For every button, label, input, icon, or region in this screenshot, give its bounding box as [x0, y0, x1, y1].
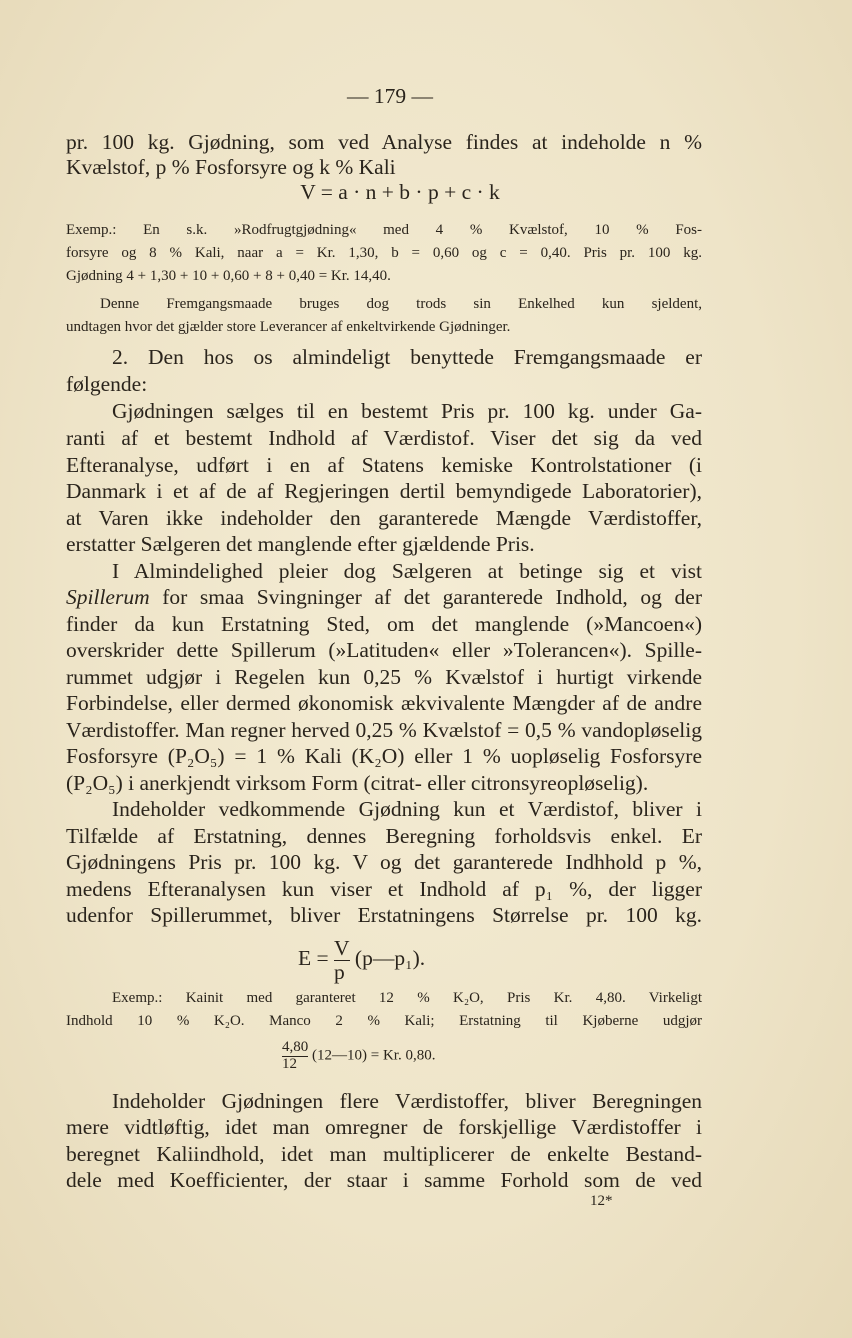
- text-line: ranti af et bestemt Indhold af Værdistof. Viser det sig da ved: [66, 426, 702, 450]
- text-line: Værdistoffer. Man regner herved 0,25 % Kvælstof = 0,5 % vandopløselig: [66, 718, 702, 742]
- text-line: Gjødningen sælges til en bestemt Pris pr. 100 kg. under Ga-: [112, 399, 702, 423]
- example-line: Exemp.: Kainit med garanteret 12 % K₂O, Pris Kr. 4,80. Virkeligt: [112, 990, 702, 1006]
- text-line: udenfor Spillerummet, bliver Erstatningens Størrelse pr. 100 kg.: [66, 903, 702, 927]
- text-line: [66, 585, 702, 610]
- formula-rhs: (12—10) = Kr. 0,80.: [312, 1047, 436, 1064]
- note-line: undtagen hvor det gjælder store Leverancer af enkeltvirkende Gjødninger.: [66, 319, 511, 335]
- fraction: [334, 937, 350, 983]
- text-line: følgende:: [66, 372, 148, 396]
- text-line: mere vidtløftig, idet man omregner de forskjellige Værdistoffer i: [66, 1115, 702, 1139]
- italic-term: Spillerum: [66, 585, 150, 609]
- signature-mark: 12*: [590, 1193, 613, 1209]
- text-line: Kvælstof, p % Fosforsyre og k % Kali: [66, 155, 396, 179]
- text-line: rummet udgjør i Regelen kun 0,25 % Kvælstof i hurtigt virkende: [66, 665, 702, 689]
- example-line: Exemp.: En s.k. »Rodfrugtgjødning« med 4 % Kvælstof, 10 % Fos-: [66, 222, 702, 238]
- formula-rhs: (p—p₁).: [354, 946, 426, 970]
- text-line: 2. Den hos os almindeligt benyttede Fremgangsmaade er: [112, 345, 702, 369]
- text-line: Indeholder vedkommende Gjødning kun et Værdistof, bliver i: [112, 797, 702, 821]
- formula-value: V = a · n + b · p + c · k: [300, 180, 500, 204]
- fraction: [282, 1040, 308, 1073]
- text-line: Tilfælde af Erstatning, dennes Beregning forholdsvis enkel. Er: [66, 824, 702, 848]
- fraction-denominator: p: [334, 960, 350, 984]
- note-line: Denne Fremgangsmaade bruges dog trods sin Enkelhed kun sjeldent,: [100, 296, 702, 312]
- text-line: overskrider dette Spillerum (»Latituden« eller »Tolerancen«). Spille-: [66, 638, 702, 662]
- example-line: Indhold 10 % K₂O. Manco 2 % Kali; Erstatning til Kjøberne udgjør: [66, 1013, 702, 1029]
- text-line: Danmark i et af de af Regjeringen dertil bemyndigede Laboratorier),: [66, 479, 702, 503]
- example-line: forsyre og 8 % Kali, naar a = Kr. 1,30, b = 0,60 og c = 0,40. Pris pr. 100 kg.: [66, 245, 702, 261]
- fraction-denominator: 12: [282, 1056, 308, 1073]
- text-span: for smaa Svingninger af det garanterede Indhold, og der: [162, 585, 702, 609]
- text-line: finder da kun Erstatning Sted, om det manglende (»Mancoen«): [66, 612, 702, 636]
- text-line: Efteranalyse, udført i en af Statens kemiske Kontrolstationer (i: [66, 453, 702, 477]
- fraction-numerator: V: [334, 936, 350, 960]
- text-line: Fosforsyre (P₂O₅) = 1 % Kali (K₂O) eller 1 % uopløselig Fosforsyre: [66, 744, 702, 768]
- formula-lhs: E =: [298, 946, 329, 970]
- text-line: I Almindelighed pleier dog Sælgeren at betinge sig et vist: [112, 559, 702, 583]
- text-line: erstatter Sælgeren det manglende efter gjældende Pris.: [66, 532, 535, 556]
- page-number: — 179 —: [347, 84, 433, 108]
- text-line: beregnet Kaliindhold, idet man multiplicerer de enkelte Bestand-: [66, 1142, 702, 1166]
- fraction-numerator: 4,80: [282, 1039, 309, 1055]
- text-line: Gjødningens Pris pr. 100 kg. V og det garanterede Indhhold p %,: [66, 850, 702, 874]
- text-line: Forbindelse, eller dermed økonomisk ækvivalente Mængder af de andre: [66, 691, 702, 715]
- text-line: at Varen ikke indeholder den garanterede Mængde Værdistoffer,: [66, 506, 702, 530]
- text-line: (P₂O₅) i anerkjendt virksom Form (citrat- eller citronsyreopløselig).: [66, 771, 649, 795]
- formula-calc: [282, 1040, 582, 1073]
- text-line: medens Efteranalysen kun viser et Indhold af p₁ %, der ligger: [66, 877, 702, 901]
- text-line: Indeholder Gjødningen flere Værdistoffer, bliver Beregningen: [112, 1089, 702, 1113]
- example-line: Gjødning 4 + 1,30 + 10 + 0,60 + 8 + 0,40 = Kr. 14,40.: [66, 268, 391, 284]
- formula-e: [298, 937, 538, 983]
- text-line: pr. 100 kg. Gjødning, som ved Analyse findes at indeholde n %: [66, 130, 702, 154]
- text-line: dele med Koefficienter, der staar i samme Forhold som de ved: [66, 1168, 702, 1192]
